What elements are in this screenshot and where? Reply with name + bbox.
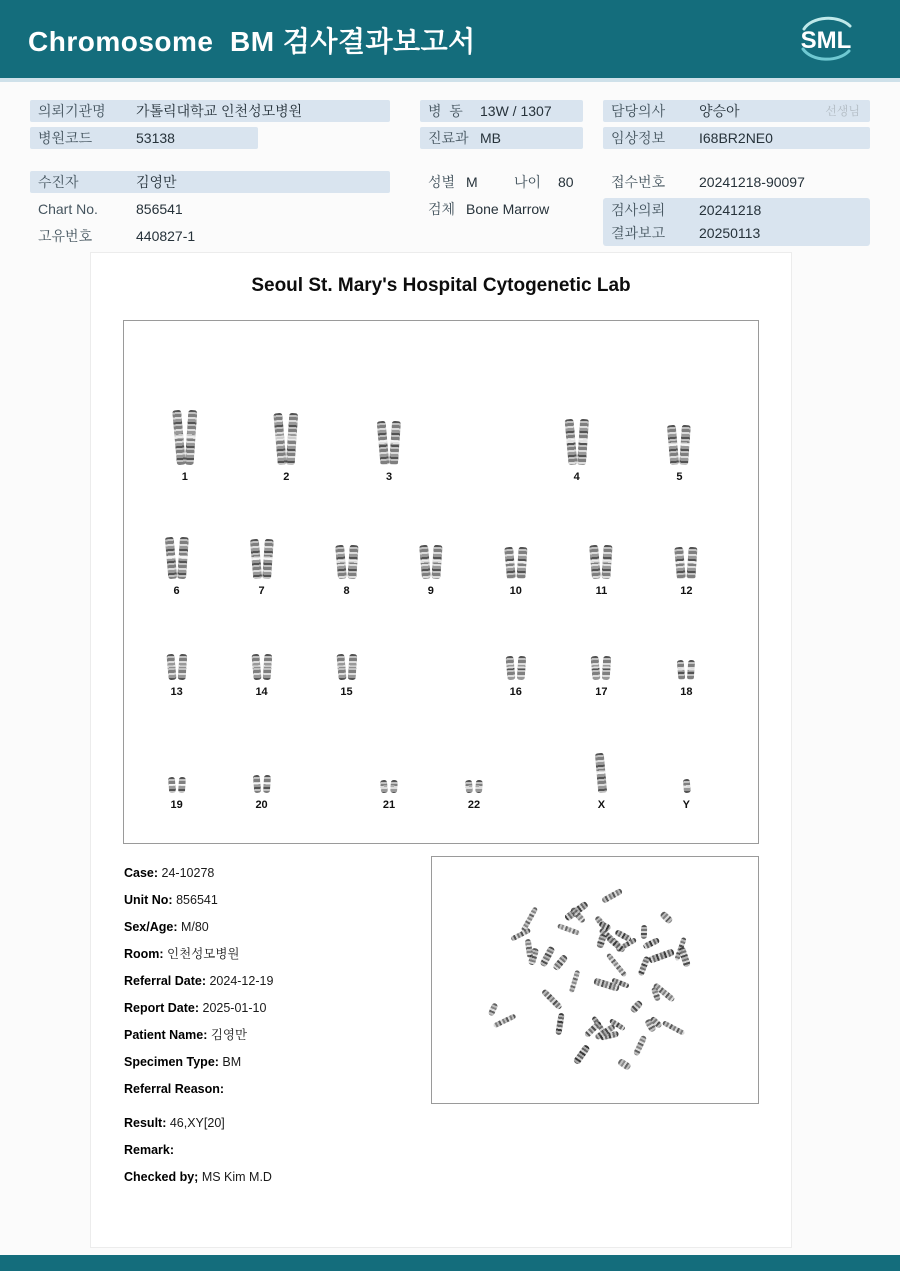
- chromosome-number: 1: [181, 471, 188, 483]
- chromosome-icon: [687, 660, 695, 680]
- chromosome-icon: [505, 656, 515, 681]
- chromosome-icon: [389, 421, 401, 466]
- info-suffix: 선생님: [825, 104, 860, 118]
- metaphase-chromosome: [661, 1020, 684, 1036]
- chromosome-icon: [475, 780, 483, 793]
- info-label: 검사의뢰: [611, 202, 666, 218]
- chromosome-icon: [380, 780, 388, 794]
- case-field-label: Remark:: [124, 1143, 175, 1157]
- chromosome-number: 15: [340, 686, 353, 698]
- chromosome-pair: [566, 419, 587, 465]
- karyotype-group: [669, 425, 690, 484]
- chromosome-number: 14: [255, 686, 268, 698]
- case-field-label: Checked by;: [124, 1170, 199, 1184]
- case-field: Unit No: 856541: [124, 893, 218, 907]
- chromosome-pair: [678, 660, 695, 680]
- info-value: 440827-1: [136, 228, 196, 244]
- metaphase-chromosome: [641, 924, 648, 938]
- info-label: 임상정보: [611, 130, 666, 146]
- chromosome-pair: [591, 545, 612, 579]
- chromosome-pair: [337, 654, 356, 680]
- chromosome-number: 8: [343, 585, 350, 597]
- karyotype-group: [566, 419, 587, 484]
- metaphase-chromosome: [541, 989, 563, 1011]
- karyotype-group: [166, 537, 187, 598]
- chromosome-icon: [286, 413, 299, 466]
- info-value: 856541: [136, 201, 183, 217]
- chromosome-pair: [420, 545, 441, 579]
- chromosome-icon: [564, 419, 577, 466]
- metaphase-chromosome: [539, 946, 555, 968]
- metaphase-chromosome: [521, 906, 539, 932]
- chromosome-icon: [184, 410, 197, 465]
- chromosome-pair: [168, 777, 185, 793]
- karyotype-group: [506, 656, 525, 699]
- chromosome-icon: [465, 780, 473, 794]
- chromosome-icon: [251, 654, 261, 681]
- chromosome-number: 9: [427, 585, 434, 597]
- chromosome-number: 18: [680, 686, 693, 698]
- case-field-label: Referral Date:: [124, 974, 206, 988]
- metaphase-chromosome: [597, 933, 607, 948]
- case-field: Report Date: 2025-01-10: [124, 1001, 267, 1015]
- info-highlight-block: [603, 198, 870, 246]
- chromosome-icon: [377, 421, 390, 466]
- info-label: 결과보고: [611, 225, 666, 241]
- chromosome-icon: [687, 547, 698, 580]
- case-field: Specimen Type: BM: [124, 1055, 242, 1069]
- karyotype-group: [678, 660, 695, 699]
- chromosome-icon: [335, 545, 347, 580]
- chromosome-pair: [336, 545, 357, 579]
- info-label: 고유번호: [38, 228, 93, 244]
- karyotype-group: [174, 410, 195, 484]
- chromosome-icon: [577, 419, 589, 466]
- chromosome-icon: [516, 656, 526, 680]
- chromosome-number: 4: [573, 471, 580, 483]
- metaphase-chromosome: [630, 999, 644, 1013]
- info-gap: [603, 154, 870, 166]
- karyotype-group: [336, 545, 357, 598]
- chromosome-number: 17: [595, 686, 608, 698]
- info-row: [30, 100, 390, 122]
- karyotype-group: [505, 547, 526, 598]
- info-column: [420, 100, 583, 225]
- case-field-label: Report Date:: [124, 1001, 200, 1015]
- info-gap: [30, 154, 390, 166]
- chromosome-pair: [381, 780, 398, 793]
- metaphase-chromosome: [617, 1058, 632, 1071]
- info-value: 13W / 1307: [480, 103, 552, 119]
- case-field-label: Result:: [124, 1116, 167, 1130]
- metaphase-chromosome: [493, 1013, 517, 1028]
- metaphase-image: [431, 856, 759, 1104]
- karyotype-group: [591, 545, 612, 598]
- chromosome-number: 11: [595, 585, 608, 597]
- info-row: [420, 198, 583, 220]
- case-field-label: Sex/Age:: [124, 920, 178, 934]
- metaphase-chromosome: [569, 969, 581, 993]
- info-value: M: [466, 174, 478, 190]
- chromosome-number: 21: [382, 799, 396, 811]
- info-row: [30, 171, 390, 193]
- metaphase-chromosome: [632, 1035, 646, 1057]
- info-label: Chart No.: [38, 201, 98, 217]
- info-value: 김영만: [136, 174, 177, 190]
- info-value: 양승아: [699, 103, 740, 119]
- case-field: Patient Name: 김영만: [124, 1028, 248, 1042]
- chromosome-number: 6: [173, 585, 180, 597]
- chromosome-icon: [602, 656, 612, 680]
- karyotype-group: [597, 753, 606, 812]
- chromosome-pair: [669, 425, 690, 465]
- case-field: [124, 1076, 424, 1103]
- chromosome-icon: [262, 539, 274, 580]
- chromosome-pair: [676, 547, 697, 579]
- chromosome-icon: [589, 545, 601, 580]
- chromosome-pair: [597, 753, 606, 793]
- header-divider: [0, 78, 900, 82]
- case-field-label: Case:: [124, 866, 159, 880]
- case-field-label: Specimen Type:: [124, 1055, 219, 1069]
- metaphase-chromosome: [679, 946, 692, 967]
- info-value: I68BR2NE0: [699, 130, 773, 146]
- chromosome-number: 12: [680, 585, 693, 597]
- info-value: 53138: [136, 130, 175, 146]
- chromosome-pair: [166, 537, 187, 579]
- info-row: [603, 127, 870, 149]
- karyotype-group: [379, 421, 400, 484]
- metaphase-chromosome: [659, 910, 673, 924]
- chromosome-icon: [166, 654, 176, 681]
- metaphase-chromosome: [572, 1044, 590, 1065]
- chromosome-icon: [667, 425, 679, 466]
- karyotype-group: [253, 775, 270, 812]
- chromosome-icon: [164, 537, 177, 580]
- chromosome-pair: [167, 654, 186, 680]
- chromosome-pair: [253, 775, 270, 793]
- chromosome-number: 7: [258, 585, 265, 597]
- info-row: [30, 127, 258, 149]
- case-field-label: Unit No:: [124, 893, 173, 907]
- chromosome-icon: [178, 777, 186, 793]
- info-row: [420, 100, 583, 122]
- info-label: 접수번호: [611, 174, 666, 190]
- info-label: 나이: [514, 174, 542, 190]
- info-value: 20241218-90097: [699, 174, 805, 190]
- chromosome-icon: [677, 660, 686, 681]
- karyotype-group: [167, 654, 186, 699]
- case-field: [124, 1137, 424, 1164]
- chromosome-icon: [504, 547, 516, 580]
- chromosome-icon: [591, 656, 601, 681]
- chromosome-icon: [177, 654, 187, 680]
- chromosome-pair: [174, 410, 195, 465]
- karyotype-group: [465, 780, 482, 812]
- case-field: Referral Date: 2024-12-19: [124, 974, 274, 988]
- karyotype-group: [252, 654, 271, 699]
- info-value: Bone Marrow: [466, 201, 550, 217]
- karyotype-group: [420, 545, 441, 598]
- karyotype-group: [381, 780, 398, 812]
- chromosome-number: 5: [676, 471, 683, 483]
- page-title: Chromosome BM 검사결과보고서: [28, 26, 476, 57]
- karyotype-group: [676, 547, 697, 598]
- chromosome-icon: [390, 780, 398, 793]
- chromosome-icon: [516, 547, 527, 580]
- info-label: 병 동: [428, 103, 463, 119]
- report-page: [90, 252, 792, 1248]
- chromosome-icon: [177, 537, 189, 580]
- karyotype-group: [592, 656, 611, 699]
- chromosome-number: 22: [467, 799, 481, 811]
- chromosome-number: 3: [385, 471, 393, 483]
- sml-logo-icon: [794, 7, 858, 71]
- case-field: Checked by; MS Kim M.D: [124, 1170, 272, 1184]
- chromosome-pair: [465, 780, 482, 793]
- chromosome-pair: [276, 413, 297, 465]
- chromosome-icon: [419, 545, 431, 580]
- chromosome-icon: [682, 779, 690, 794]
- logo-text: SML: [800, 27, 852, 54]
- info-label: 의뢰기관명: [38, 103, 106, 119]
- info-value: 20250113: [699, 225, 761, 241]
- info-column: [30, 100, 390, 252]
- case-field: Case: 24-10278: [124, 866, 215, 880]
- info-label: 병원코드: [38, 130, 93, 146]
- info-gap: [420, 154, 583, 166]
- metaphase-chromosome: [606, 952, 628, 977]
- chromosome-icon: [602, 545, 613, 580]
- chromosome-icon: [679, 425, 691, 466]
- chromosome-pair: [505, 547, 526, 579]
- info-value: 가톨릭대학교 인천성모병원: [136, 103, 303, 119]
- chromosome-number: 10: [509, 585, 522, 597]
- metaphase-chromosome: [488, 1003, 499, 1018]
- metaphase-chromosome: [552, 954, 568, 971]
- case-field-label: Patient Name:: [124, 1028, 208, 1042]
- karyotype-group: [276, 413, 297, 484]
- case-info-block: [124, 860, 424, 1191]
- info-row: [420, 171, 583, 193]
- metaphase-chromosome: [556, 1013, 565, 1035]
- case-field: Sex/Age: M/80: [124, 920, 209, 934]
- chromosome-pair: [251, 539, 272, 579]
- chromosome-pair: [252, 654, 271, 680]
- info-row: [420, 127, 583, 149]
- info-row: [30, 225, 390, 247]
- info-label: 수진자: [38, 174, 79, 190]
- chromosome-icon: [595, 753, 607, 794]
- info-value: 80: [558, 174, 574, 190]
- info-row: [611, 222, 862, 245]
- info-label: 담당의사: [611, 103, 666, 119]
- chromosome-number: 16: [509, 686, 522, 698]
- chromosome-icon: [249, 539, 261, 580]
- chromosome-pair: [683, 779, 690, 793]
- chromosome-number: X: [597, 799, 606, 811]
- case-field: Result: 46,XY[20]: [124, 1116, 225, 1130]
- info-row: [603, 171, 870, 193]
- metaphase-chromosome: [557, 923, 580, 936]
- info-column: [603, 100, 870, 246]
- info-label: 진료과: [428, 130, 469, 146]
- karyotype-group: [168, 777, 185, 812]
- chromosome-icon: [347, 654, 357, 680]
- metaphase-chromosome: [601, 888, 623, 904]
- info-row: [603, 100, 870, 122]
- case-field-label: Referral Reason:: [124, 1082, 225, 1096]
- chromosome-icon: [431, 545, 442, 580]
- karyotype-group: [337, 654, 356, 699]
- case-field: Room: 인천성모병원: [124, 947, 240, 961]
- info-value: 20241218: [699, 202, 762, 218]
- info-row: [30, 198, 390, 220]
- case-field-label: Room:: [124, 947, 164, 961]
- chromosome-icon: [252, 775, 261, 794]
- header-bar: [0, 0, 900, 78]
- chromosome-number: 13: [170, 686, 183, 698]
- chromosome-icon: [336, 654, 346, 681]
- metaphase-chromosome: [648, 948, 675, 963]
- info-row: [611, 199, 862, 222]
- chromosome-icon: [167, 777, 175, 794]
- footer-bar: [0, 1255, 900, 1271]
- info-label: 검체: [428, 201, 456, 217]
- chromosome-icon: [274, 413, 287, 466]
- karyotype-group: [251, 539, 272, 598]
- chromosome-number: 2: [283, 471, 290, 483]
- chromosome-pair: [592, 656, 611, 680]
- chromosome-number: 20: [255, 799, 268, 811]
- chromosome-pair: [379, 421, 400, 465]
- chromosome-icon: [262, 775, 270, 793]
- chromosome-icon: [674, 547, 686, 580]
- chromosome-number: Y: [682, 799, 691, 811]
- chromosome-icon: [347, 545, 358, 580]
- lab-title: Seoul St. Mary's Hospital Cytogenetic Lab: [251, 275, 631, 296]
- karyotype-group: [683, 779, 690, 812]
- chromosome-pair: [506, 656, 525, 680]
- karyogram-box: [123, 320, 759, 844]
- chromosome-icon: [172, 410, 186, 466]
- info-label: 성별: [428, 174, 456, 190]
- chromosome-number: 19: [170, 799, 183, 811]
- info-value: MB: [480, 130, 501, 146]
- chromosome-icon: [262, 654, 272, 680]
